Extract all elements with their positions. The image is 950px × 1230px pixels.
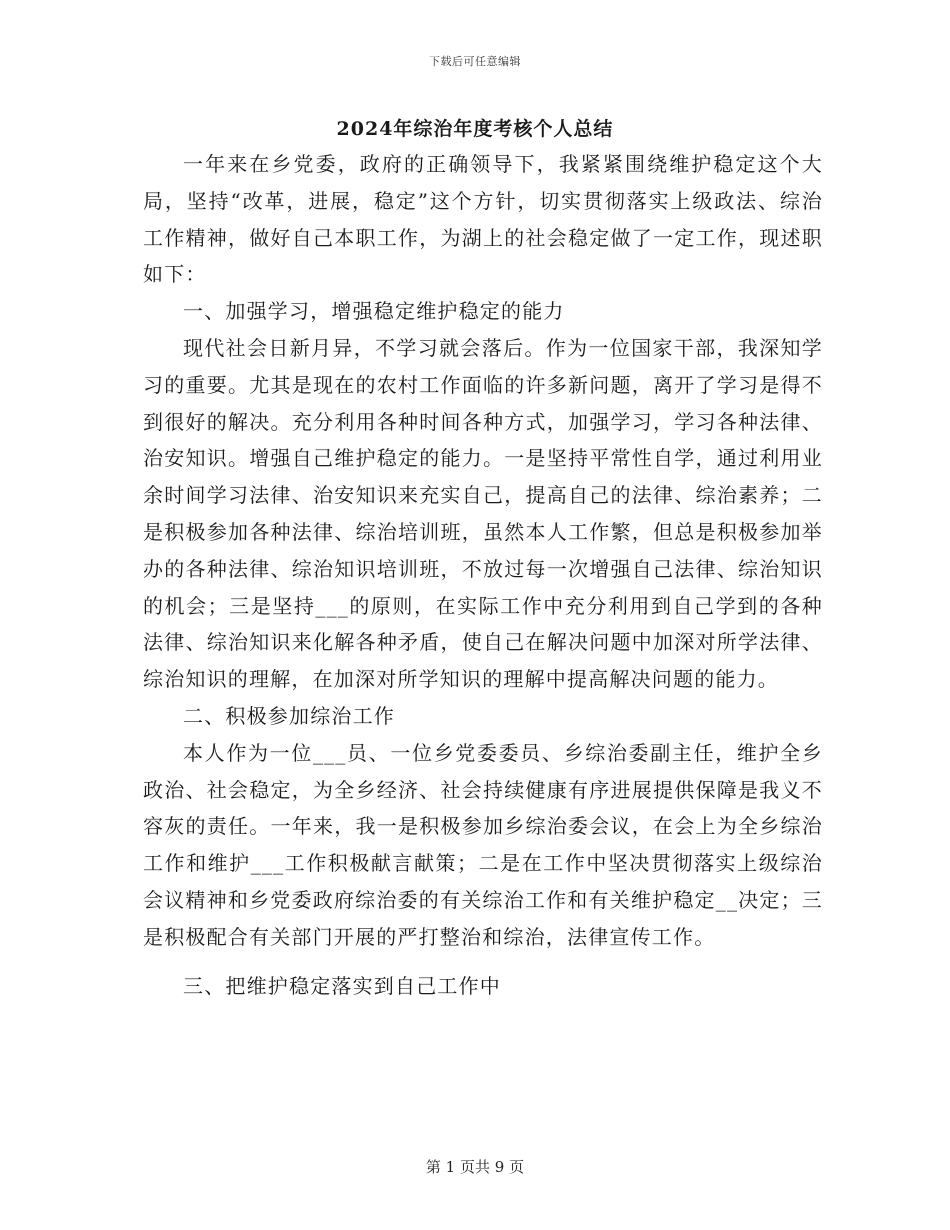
document-title: 2024年综治年度考核个人总结 bbox=[336, 118, 614, 140]
header-note: 下载后可任意编辑 bbox=[429, 55, 521, 68]
intro-paragraph: 一年来在乡党委，政府的正确领导下，我紧紧围绕维护稳定这个大局，坚持“改革，进展，稳定”这个方针，切实贯彻落实上级政法、综治工作精神，做好自己本职工作，为湖上的社会稳定做了一定工作，现述职如下： bbox=[143, 152, 823, 287]
section-paragraph-1: 现代社会日新月异，不学习就会落后。作为一位国家干部，我深知学习的重要。尤其是现在的农村工作面临的许多新问题，离开了学习是得不到很好的解决。充分利用各种时间各种方式，加强学习，学习各种法律、治安知识。增强自己维护稳定的能力。一是坚持平常性自学，通过利用业余时间学习法律、治安知识来充实自己，提高自己的法律、综治素养；二是积极参加各种法律、综治培训班，虽然本人工作繁，但总是积极参加举办的各种法律、综治知识培训班，不放过每一次增强自己法律、综治知识的机会；三是坚持___的原则，在实际工作中充分利用到自己学到的各种法律、综治知识来化解各种矛盾，使自己在解决问题中加深对所学法律、综治知识的理解，在加深对所学知识的理解中提高解决问题的能力。 bbox=[143, 335, 823, 692]
section-heading-2: 二、积极参加综治工作 bbox=[183, 703, 395, 728]
section-paragraph-2: 本人作为一位___员、一位乡党委委员、乡综治委副主任，维护全乡政治、社会稳定，为全乡经济、社会持续健康有序进展提供保障是我义不容灰的责任。一年来，我一是积极参加乡综治委会议，在会上为全乡综治工作和维护___工作积极献言献策；二是在工作中坚决贯彻落实上级综治会议精神和乡党委政府综治委的有关综治工作和有关维护稳定__决定；三是积极配合有关部门开展的严打整治和综治，法律宣传工作。 bbox=[143, 740, 823, 949]
page-footer: 第 1 页共 9 页 bbox=[425, 1158, 525, 1176]
section-heading-1: 一、加强学习，增强稳定维护稳定的能力 bbox=[183, 299, 565, 324]
document-body bbox=[143, 146, 823, 1004]
section-heading-3: 三、把维护稳定落实到自己工作中 bbox=[183, 973, 501, 998]
